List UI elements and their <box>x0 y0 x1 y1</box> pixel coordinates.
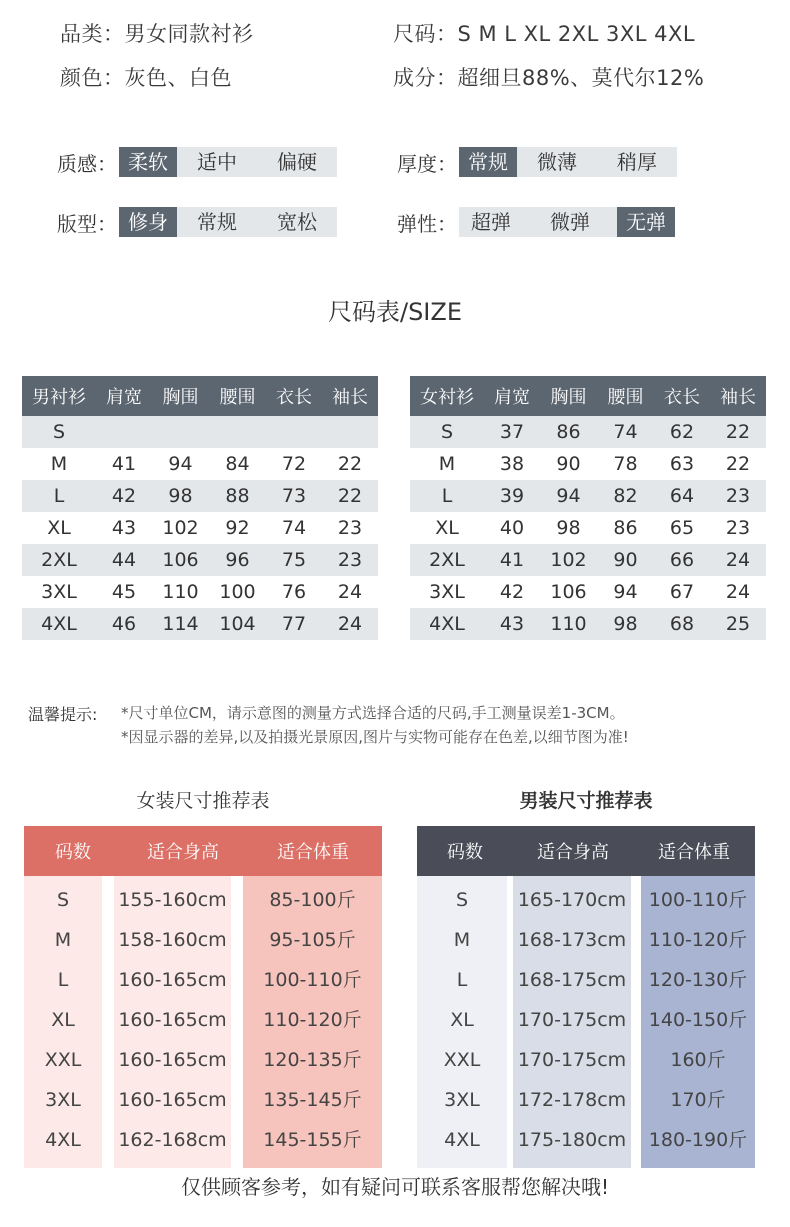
womens-rec-header-size: 码数 <box>55 842 91 863</box>
option-thickness-2: 稍厚 <box>597 147 677 177</box>
mens-rec-weight: 160斤 <box>670 1049 726 1071</box>
option-thickness-0: 常规 <box>459 147 517 177</box>
mens-table-cell: M <box>22 448 96 480</box>
mens-rec-header-height: 适合身高 <box>537 842 609 863</box>
mens-table-row <box>22 608 378 640</box>
womens-table-cell: 3XL <box>410 576 484 608</box>
mens-table-cell: L <box>22 480 96 512</box>
mens-table-cell: 45 <box>96 576 152 608</box>
womens-rec-weight: 95-105斤 <box>269 929 356 951</box>
mens-table-cell: 4XL <box>22 608 96 640</box>
mens-rec-weight: 170斤 <box>670 1089 726 1111</box>
mens-rec-height: 168-175cm <box>517 969 627 991</box>
attr-fit <box>57 207 337 237</box>
mens-table-cell: 23 <box>322 512 378 544</box>
womens-table-cell: 65 <box>654 512 710 544</box>
mens-table-cell: XL <box>22 512 96 544</box>
womens-table-row <box>410 448 766 480</box>
womens-table-cell: 37 <box>484 416 540 448</box>
mens-table-cell: 106 <box>152 544 209 576</box>
womens-rec-header-height: 适合身高 <box>147 842 219 863</box>
info-color: 颜色：灰色、白色 <box>60 66 232 90</box>
womens-rec-height: 158-160cm <box>118 929 227 951</box>
womens-rec-size: XL <box>51 1009 75 1031</box>
tips-line-1: *尺寸单位CM，请示意图的测量方式选择合适的尺码,手工测量误差1-3CM。 <box>121 704 625 722</box>
womens-rec-height: 155-160cm <box>118 889 227 911</box>
mens-rec-weight: 180-190斤 <box>648 1129 748 1151</box>
mens-rec-header-weight: 适合体重 <box>658 842 730 863</box>
womens-rec-size: L <box>57 969 69 991</box>
mens-size-table <box>22 376 378 640</box>
womens-table-cell: 63 <box>654 448 710 480</box>
option-elasticity-2: 无弹 <box>617 207 675 237</box>
womens-rec-weights <box>243 876 382 1168</box>
womens-rec-weight: 100-110斤 <box>263 969 362 991</box>
womens-rec-height: 160-165cm <box>118 1089 227 1111</box>
mens-table-cell: 23 <box>322 544 378 576</box>
womens-size-table <box>410 376 766 640</box>
mens-rec-size: XXL <box>443 1049 481 1071</box>
mens-rec-weight: 100-110斤 <box>648 889 748 911</box>
option-texture-1: 适中 <box>177 147 257 177</box>
womens-table-cell: 4XL <box>410 608 484 640</box>
womens-table-cell: 90 <box>597 544 654 576</box>
womens-table-header <box>410 376 766 416</box>
womens-header-cell: 袖长 <box>710 376 766 416</box>
mens-rec-weight: 140-150斤 <box>648 1009 748 1031</box>
mens-rec-header-size: 码数 <box>447 842 483 863</box>
womens-header-cell: 肩宽 <box>484 376 540 416</box>
mens-table-row <box>22 544 378 576</box>
womens-table-cell: 86 <box>540 416 597 448</box>
womens-table-cell: 38 <box>484 448 540 480</box>
womens-table-cell: 102 <box>540 544 597 576</box>
womens-rec-weight: 135-145斤 <box>263 1089 362 1111</box>
mens-table-cell: 114 <box>152 608 209 640</box>
womens-rec-height: 162-168cm <box>118 1129 227 1151</box>
mens-rec-height: 170-175cm <box>517 1009 627 1031</box>
mens-rec-height: 172-178cm <box>517 1089 627 1111</box>
mens-rec-weight: 120-130斤 <box>648 969 748 991</box>
womens-table-cell: 74 <box>597 416 654 448</box>
mens-table-cell <box>266 416 322 448</box>
mens-table-cell: 3XL <box>22 576 96 608</box>
mens-header-cell: 衣长 <box>266 376 322 416</box>
womens-table-row <box>410 480 766 512</box>
option-fit-1: 常规 <box>177 207 257 237</box>
womens-rec-size: 3XL <box>45 1089 81 1111</box>
womens-table-cell: 23 <box>710 512 766 544</box>
mens-table-cell: 72 <box>266 448 322 480</box>
mens-table-cell: 102 <box>152 512 209 544</box>
womens-table-cell: 43 <box>484 608 540 640</box>
attr-elasticity-label: 弹性： <box>397 211 457 236</box>
womens-table-cell: M <box>410 448 484 480</box>
attr-texture <box>57 147 337 177</box>
mens-header-cell: 男衬衫 <box>22 376 96 416</box>
mens-table-cell: 84 <box>209 448 266 480</box>
womens-table-cell: 98 <box>540 512 597 544</box>
mens-table-row <box>22 576 378 608</box>
womens-table-cell: 86 <box>597 512 654 544</box>
attr-elasticity <box>397 207 675 237</box>
tips-line-2: *因显示器的差异,以及拍摄光景原因,图片与实物可能存在色差,以细节图为准! <box>121 728 629 746</box>
mens-rec-size: XL <box>450 1009 474 1031</box>
womens-rec-size: XXL <box>44 1049 82 1071</box>
mens-table-cell <box>96 416 152 448</box>
option-thickness-1: 微薄 <box>517 147 597 177</box>
mens-table-cell: 76 <box>266 576 322 608</box>
womens-table-cell: 90 <box>540 448 597 480</box>
attr-thickness-label: 厚度： <box>397 151 457 176</box>
womens-table-row <box>410 576 766 608</box>
womens-table-row <box>410 416 766 448</box>
mens-table-cell: 98 <box>152 480 209 512</box>
womens-rec-title: 女装尺寸推荐表 <box>136 790 270 812</box>
mens-rec-height: 175-180cm <box>517 1129 627 1151</box>
womens-table-cell: XL <box>410 512 484 544</box>
mens-rec-size: 3XL <box>444 1089 480 1111</box>
womens-table-cell: 23 <box>710 480 766 512</box>
option-elasticity-1: 微弹 <box>523 207 617 237</box>
mens-rec-height: 168-173cm <box>517 929 627 951</box>
mens-table-row <box>22 448 378 480</box>
womens-table-cell: 24 <box>710 576 766 608</box>
mens-table-header <box>22 376 378 416</box>
attr-fit-label: 版型： <box>57 211 117 236</box>
womens-table-cell: 106 <box>540 576 597 608</box>
womens-rec-weight: 85-100斤 <box>269 889 356 911</box>
womens-rec-height: 160-165cm <box>118 1049 227 1071</box>
attr-texture-label: 质感： <box>57 151 117 176</box>
mens-header-cell: 胸围 <box>152 376 209 416</box>
mens-table-cell: 77 <box>266 608 322 640</box>
mens-header-cell: 腰围 <box>209 376 266 416</box>
womens-table-cell: 22 <box>710 448 766 480</box>
mens-rec-size: M <box>453 929 471 951</box>
womens-header-cell: 腰围 <box>597 376 654 416</box>
info-size-range: 尺码：S M L XL 2XL 3XL 4XL <box>393 22 696 46</box>
mens-table-cell: 22 <box>322 448 378 480</box>
mens-table-cell <box>209 416 266 448</box>
mens-table-cell: 42 <box>96 480 152 512</box>
mens-table-cell: 100 <box>209 576 266 608</box>
womens-rec-heights <box>114 876 231 1168</box>
option-texture-2: 偏硬 <box>257 147 337 177</box>
mens-rec-header <box>417 826 755 876</box>
mens-rec-size: L <box>456 969 468 991</box>
womens-table-cell: 40 <box>484 512 540 544</box>
womens-rec-header-weight: 适合体重 <box>277 842 349 863</box>
womens-table-cell: 39 <box>484 480 540 512</box>
womens-rec-height: 160-165cm <box>118 1009 227 1031</box>
mens-table-row <box>22 480 378 512</box>
womens-table-cell: 24 <box>710 544 766 576</box>
womens-table-cell: 110 <box>540 608 597 640</box>
info-material: 成分：超细旦88%、莫代尔12% <box>393 66 705 90</box>
mens-table-cell: 96 <box>209 544 266 576</box>
mens-table-cell <box>322 416 378 448</box>
womens-rec-weight: 120-135斤 <box>263 1049 362 1071</box>
womens-header-cell: 衣长 <box>654 376 710 416</box>
attr-thickness <box>397 147 677 177</box>
info-category: 品类：男女同款衬衫 <box>60 22 254 46</box>
option-texture-0: 柔软 <box>119 147 177 177</box>
womens-rec-weight: 110-120斤 <box>263 1009 362 1031</box>
mens-header-cell: 肩宽 <box>96 376 152 416</box>
womens-rec-table <box>24 826 382 1168</box>
womens-table-cell: L <box>410 480 484 512</box>
womens-table-cell: 94 <box>540 480 597 512</box>
mens-table-cell: 75 <box>266 544 322 576</box>
mens-table-cell: 88 <box>209 480 266 512</box>
mens-table-cell: 41 <box>96 448 152 480</box>
womens-table-cell: 64 <box>654 480 710 512</box>
womens-table-cell: 68 <box>654 608 710 640</box>
mens-rec-height: 165-170cm <box>517 889 627 911</box>
mens-table-cell: 43 <box>96 512 152 544</box>
womens-table-cell: 42 <box>484 576 540 608</box>
womens-rec-header <box>24 826 382 876</box>
mens-rec-size: S <box>455 889 469 911</box>
womens-table-row <box>410 512 766 544</box>
womens-table-cell: 62 <box>654 416 710 448</box>
mens-table-cell: 92 <box>209 512 266 544</box>
option-fit-0: 修身 <box>119 207 177 237</box>
mens-rec-table <box>417 826 755 1168</box>
mens-table-cell: 2XL <box>22 544 96 576</box>
mens-rec-height: 170-175cm <box>517 1049 627 1071</box>
option-elasticity-0: 超弹 <box>459 207 523 237</box>
mens-table-row <box>22 416 378 448</box>
womens-header-cell: 胸围 <box>540 376 597 416</box>
mens-table-cell: 24 <box>322 608 378 640</box>
womens-table-cell: 22 <box>710 416 766 448</box>
womens-rec-size: S <box>56 889 70 911</box>
womens-rec-size: M <box>54 929 72 951</box>
mens-table-cell: 94 <box>152 448 209 480</box>
womens-table-cell: 78 <box>597 448 654 480</box>
womens-table-cell: 25 <box>710 608 766 640</box>
size-title: 尺码表/SIZE <box>327 298 462 326</box>
womens-table-cell: S <box>410 416 484 448</box>
mens-table-cell: 73 <box>266 480 322 512</box>
womens-table-cell: 94 <box>597 576 654 608</box>
womens-rec-sizes <box>24 876 102 1168</box>
mens-table-cell: 44 <box>96 544 152 576</box>
mens-rec-title: 男装尺寸推荐表 <box>519 790 653 812</box>
mens-table-cell: 46 <box>96 608 152 640</box>
mens-rec-size: 4XL <box>444 1129 480 1151</box>
womens-table-cell: 98 <box>597 608 654 640</box>
footer-note: 仅供顾客参考，如有疑问可联系客服帮您解决哦! <box>180 1175 610 1199</box>
womens-table-cell: 2XL <box>410 544 484 576</box>
womens-header-cell: 女衬衫 <box>410 376 484 416</box>
mens-rec-weights <box>641 876 755 1168</box>
mens-table-cell: 110 <box>152 576 209 608</box>
mens-rec-sizes <box>417 876 507 1168</box>
mens-table-cell: 104 <box>209 608 266 640</box>
mens-rec-weight: 110-120斤 <box>648 929 748 951</box>
womens-rec-weight: 145-155斤 <box>263 1129 362 1151</box>
mens-table-cell: S <box>22 416 96 448</box>
tips-label: 温馨提示: <box>28 705 98 724</box>
mens-table-cell: 74 <box>266 512 322 544</box>
womens-table-row <box>410 544 766 576</box>
womens-table-row <box>410 608 766 640</box>
option-fit-2: 宽松 <box>257 207 337 237</box>
womens-table-cell: 66 <box>654 544 710 576</box>
mens-table-cell <box>152 416 209 448</box>
mens-table-cell: 22 <box>322 480 378 512</box>
mens-table-cell: 24 <box>322 576 378 608</box>
mens-table-row <box>22 512 378 544</box>
womens-table-cell: 82 <box>597 480 654 512</box>
womens-table-cell: 67 <box>654 576 710 608</box>
womens-table-cell: 41 <box>484 544 540 576</box>
womens-rec-height: 160-165cm <box>118 969 227 991</box>
womens-rec-size: 4XL <box>45 1129 81 1151</box>
mens-rec-heights <box>513 876 631 1168</box>
mens-header-cell: 袖长 <box>322 376 378 416</box>
